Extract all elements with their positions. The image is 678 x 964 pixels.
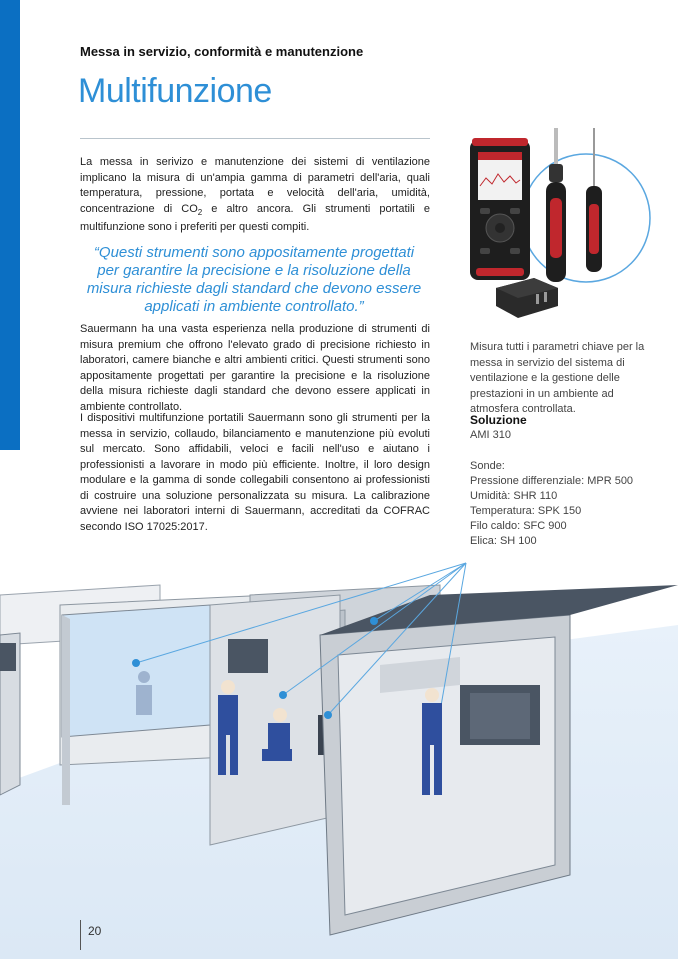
- section-title: Messa in servizio, conformità e manutenzione: [80, 44, 364, 59]
- multifunction-meter-icon: [470, 138, 530, 280]
- probes-heading: Sonde:: [470, 460, 505, 472]
- pull-quote: “Questi strumenti sono appositamente progettati per garantire la precisione e la risoluzione della misura richieste dagli standard che devono essere applicati in ambiente controllato.”: [86, 244, 422, 315]
- intro-paragraph: [80, 155, 430, 236]
- cleanroom-illustration: [0, 555, 678, 959]
- product-image: [466, 128, 654, 328]
- title-divider: [80, 138, 430, 139]
- intro-text-b: e altro ancora. Gli strumenti portatili e multifunzione sono i preferiti per questi compiti.: [80, 202, 431, 234]
- devices-paragraph: I dispositivi multifunzione portatili Sauermann sono gli strumenti per la messa in servizio, collaudo, bilanciamento e manutenzione più evoluti sul mercato. Sono affidabili, veloci e facili nell'uso e aiutano i professionisti a lavorare in modo più efficiente. Inoltre, il loro design modulare e la gamma di sonde collegabili consentono ai professionisti di costruire una soluzione personalizzata su misura. La calibrazione avviene nei laboratori interni di Sauermann, accreditati da COFRAC secondo ISO 17025:2017.: [80, 412, 430, 533]
- humidity-probe-icon: [546, 128, 566, 282]
- accent-bar: [0, 0, 20, 450]
- page-number: 20: [88, 924, 102, 938]
- solution-heading: Soluzione: [470, 413, 527, 427]
- page-number-rule: [80, 920, 81, 950]
- probe-item: Temperatura: SPK 150: [470, 505, 582, 517]
- page-title: Multifunzione: [78, 72, 272, 110]
- pressure-module-icon: [496, 278, 558, 318]
- co2-subscript: 2: [197, 207, 203, 217]
- solution-value: AMI 310: [470, 429, 511, 441]
- probe-item: Elica: SH 100: [470, 535, 537, 547]
- probe-item: Umidità: SHR 110: [470, 490, 558, 502]
- temperature-probe-icon: [586, 128, 602, 272]
- experience-paragraph: Sauermann ha una vasta esperienza nella produzione di strumenti di misura premium che offrono l'elevato grado di precisione richiesto in laboratori, camere bianche e altri ambienti critici. Questi strumenti sono appositamente progettati per garantire la precisione e la risoluzione della misura richieste dagli standard che devono essere applicati in ambiente controllato.: [80, 323, 430, 413]
- probe-item: Pressione differenziale: MPR 500: [470, 475, 634, 487]
- image-caption: Misura tutti i parametri chiave per la messa in servizio del sistema di ventilazione e la gestione delle prestazioni in un ambiente ad atmosfera controllata.: [470, 341, 645, 415]
- probe-item: Filo caldo: SFC 900: [470, 520, 567, 532]
- intro-text-a: La messa in serivizo e manutenzione dei sistemi di ventilazione implicano la misura di un'ampia gamma di parametri dell'aria, quali temperatura, pressione, portata e velocità dell'aria, umidità, concentrazione di CO: [80, 156, 430, 215]
